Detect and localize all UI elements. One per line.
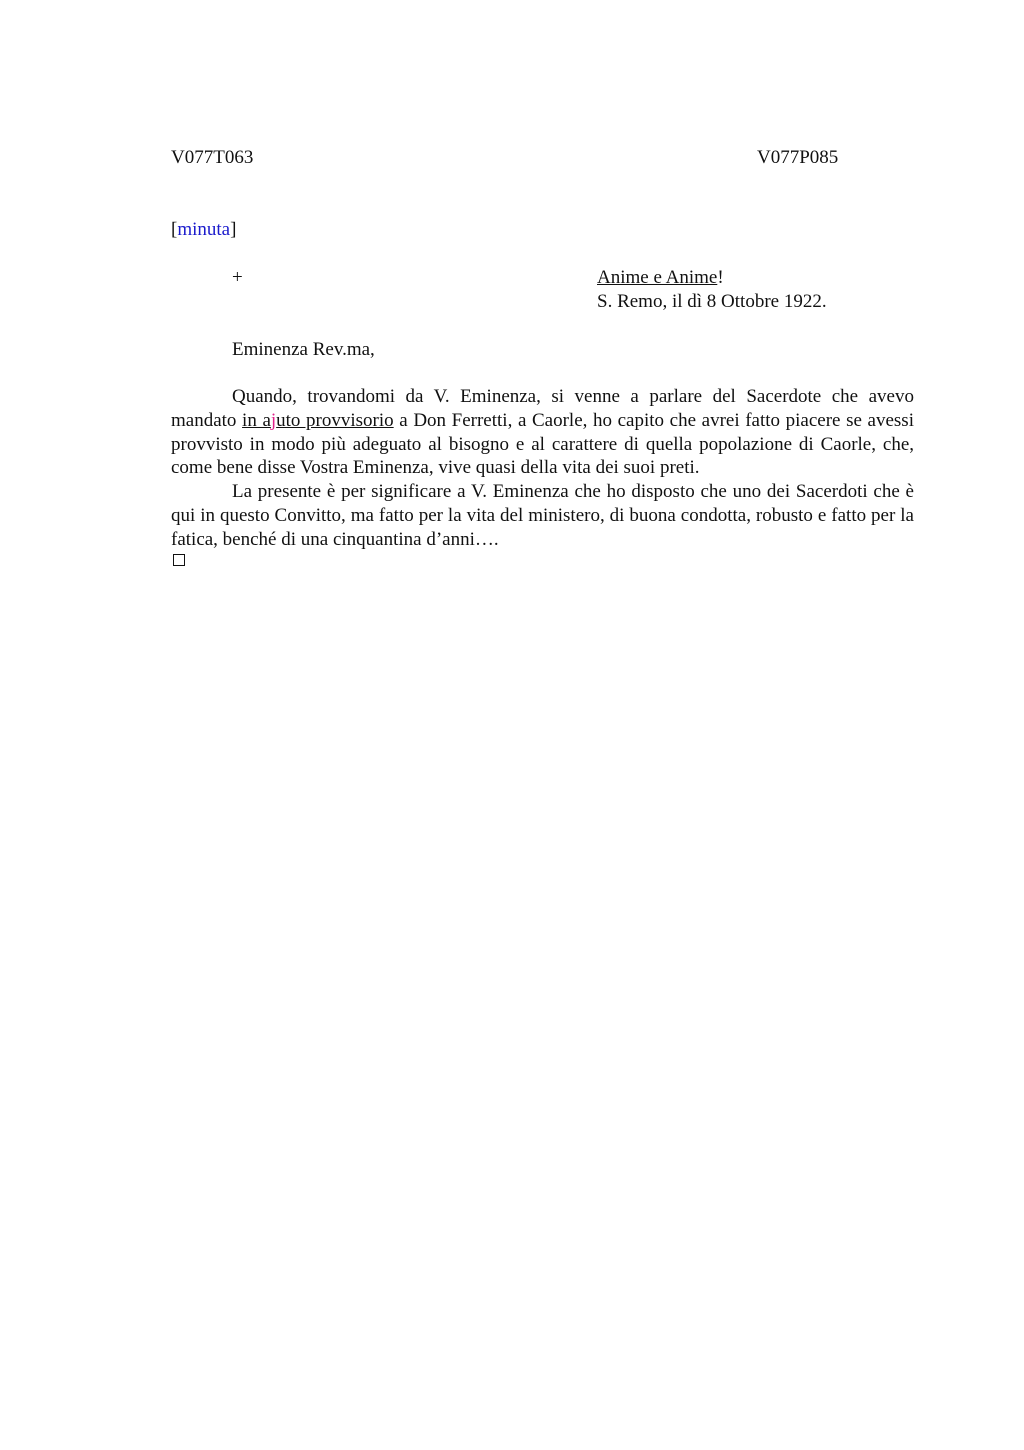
salutation: Eminenza Rev.ma, xyxy=(232,339,375,360)
dateline: S. Remo, il dì 8 Ottobre 1922. xyxy=(597,291,827,312)
paragraph-1 xyxy=(171,385,914,480)
motto-text: Anime e Anime xyxy=(597,267,718,288)
letter-body xyxy=(171,385,914,552)
highlighted-letter: j xyxy=(270,409,277,431)
document-id-left: V077T063 xyxy=(171,147,254,168)
draft-note-label: minuta xyxy=(177,219,231,240)
underlined-part-a: in a xyxy=(242,409,271,431)
close-bracket: ] xyxy=(230,219,237,240)
underlined-part-b: uto provvisorio xyxy=(276,409,394,431)
document-id-right: V077P085 xyxy=(757,147,839,168)
paragraph-2: La presente è per significare a V. Eminenza che ho disposto che uno dei Sacerdoti che è qui in questo Convitto, ma fatto per la vita del ministero, di buona condotta, robusto e fatto per la fatica, benché di una cinquantina d’anni…. xyxy=(171,481,914,550)
paragraph-1-end: a Don Ferretti, a Caorle, ho capito che avrei fatto piacere se avessi provvisto in modo più adeguato al bisogno e al carattere di quella popolazione di Caorle, che, come bene disse Vostra Eminenza, vive quasi della vita dei suoi preti. xyxy=(171,409,914,479)
motto xyxy=(597,267,724,289)
draft-note xyxy=(171,219,236,241)
end-marker-box-icon xyxy=(173,554,185,566)
motto-exclamation: ! xyxy=(717,267,724,288)
cross-symbol: + xyxy=(232,267,243,288)
paragraph-1-start: Quando, trovandomi da V. Eminenza, si venne a parlare del Sacerdote che avevo mandato xyxy=(171,386,914,431)
open-bracket: [ xyxy=(171,219,178,240)
underlined-phrase xyxy=(242,410,394,431)
